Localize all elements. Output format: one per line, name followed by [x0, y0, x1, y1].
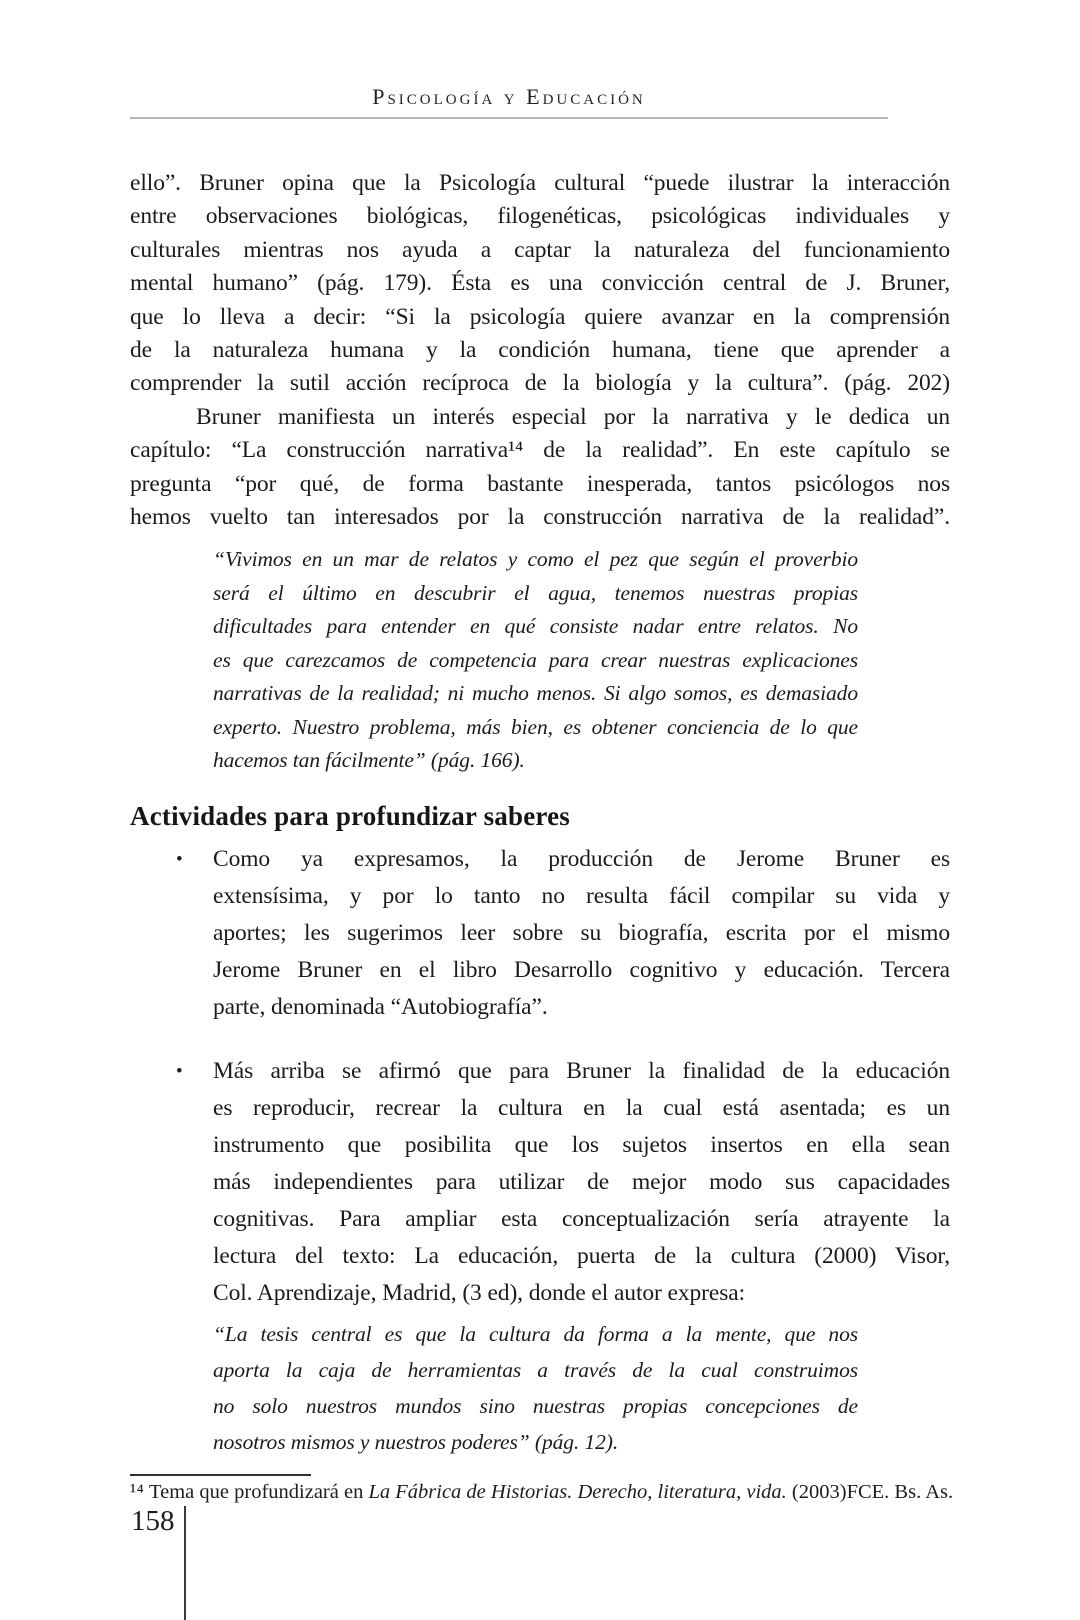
footnote-suffix: (2003)FCE. Bs. As. — [786, 1481, 954, 1503]
text-line: más independientes para utilizar de mejor modo sus capacidades — [213, 1169, 950, 1196]
text-line: es reproducir, recrear la cultura en la cual está asentada; es un — [213, 1095, 950, 1122]
footnote-marker: ¹⁴ — [130, 1481, 145, 1503]
text-line: experto. Nuestro problema, más bien, es obtener conciencia de lo que — [213, 714, 858, 739]
text-line: lectura del texto: La educación, puerta de la cultura (2000) Visor, — [213, 1243, 950, 1270]
footnote-text: Tema que profundizará en — [144, 1481, 369, 1503]
text-line: narrativas de la realidad; ni mucho menos. Si algo somos, es demasiado — [213, 681, 858, 706]
text-line: pregunta “por qué, de forma bastante inesperada, tantos psicólogos nos — [130, 470, 950, 497]
bullet-item-1 — [130, 841, 950, 1026]
text-line: hemos vuelto tan interesados por la construcción narrativa de la realidad”. — [130, 504, 950, 531]
text-line: que lo lleva a decir: “Si la psicología quiere avanzar en la comprensión — [130, 303, 950, 330]
text-line: Más arriba se afirmó que para Bruner la finalidad de la educación — [213, 1058, 950, 1085]
blockquote-vivimos — [213, 543, 858, 777]
text-column — [130, 0, 950, 1460]
bullet-2-text — [213, 1053, 950, 1312]
text-line: capítulo: “La construcción narrativa¹⁴ de la realidad”. En este capítulo se — [130, 437, 950, 464]
folio-divider-line — [184, 1506, 186, 1620]
page-number: 158 — [131, 1505, 175, 1537]
text-line: mental humano” (pág. 179). Ésta es una convicción central de J. Bruner, — [130, 270, 950, 297]
text-line: “La tesis central es que la cultura da forma a la mente, que nos — [213, 1322, 858, 1347]
text-line: culturales mientras nos ayuda a captar la naturaleza del funcionamiento — [130, 236, 950, 263]
bullet-item-2 — [130, 1053, 950, 1460]
text-line: parte, denominada “Autobiografía”. — [213, 994, 548, 1021]
text-line: no solo nuestros mundos sino nuestras propias concepciones de — [213, 1394, 858, 1419]
text-line: cognitivas. Para ampliar esta conceptualización sería atrayente la — [213, 1206, 950, 1233]
footnote-italic-title: La Fábrica de Historias. Derecho, literatura, vida. — [368, 1481, 787, 1503]
text-line: es que carezcamos de competencia para crear nuestras explicaciones — [213, 647, 858, 672]
text-line: Jerome Bruner en el libro Desarrollo cognitivo y educación. Tercera — [213, 957, 950, 984]
bullet-2-content — [213, 1053, 950, 1460]
running-header — [130, 84, 888, 119]
text-line: entre observaciones biológicas, filogenéticas, psicológicas individuales y — [130, 203, 950, 230]
text-line: aporta la caja de herramientas a través de la cual construimos — [213, 1358, 858, 1383]
paragraph-bruner-cultural — [130, 167, 950, 401]
header-rule — [130, 117, 888, 119]
text-line: nosotros mismos y nuestros poderes” (pág. 12). — [213, 1430, 619, 1455]
text-line: será el último en descubrir el agua, tenemos nuestras propias — [213, 580, 858, 605]
running-header-title: Psicología y Educación — [372, 84, 646, 109]
footnote-rule — [130, 1474, 311, 1476]
text-line: dificultades para entender en qué consiste nadar entre relatos. No — [213, 614, 858, 639]
text-line: extensísima, y por lo tanto no resulta fácil compilar su vida y — [213, 883, 950, 910]
text-line: hacemos tan fácilmente” (pág. 166). — [213, 747, 525, 772]
text-line: ello”. Bruner opina que la Psicología cultural “puede ilustrar la interacción — [130, 170, 950, 196]
paragraph-narrative-interest — [130, 401, 950, 535]
bullet-marker: • — [176, 1061, 183, 1083]
text-line: Como ya expresamos, la producción de Jerome Bruner es — [213, 846, 950, 873]
bullet-1-text — [213, 841, 950, 1026]
section-heading: Actividades para profundizar saberes — [130, 801, 570, 832]
text-line: “Vivimos en un mar de relatos y como el pez que según el proverbio — [213, 547, 858, 572]
bullet-marker: • — [176, 849, 183, 871]
text-line: de la naturaleza humana y la condición humana, tiene que aprender a — [130, 337, 950, 364]
text-line: aportes; les sugerimos leer sobre su biografía, escrita por el mismo — [213, 920, 950, 947]
text-line: comprender la sutil acción recíproca de la biología y la cultura”. (pág. 202) — [130, 370, 950, 397]
text-line: Col. Aprendizaje, Madrid, (3 ed), donde el autor expresa: — [213, 1280, 746, 1307]
text-line: instrumento que posibilita que los sujetos insertos en ella sean — [213, 1132, 950, 1159]
footnote — [130, 1481, 970, 1504]
blockquote-la-tesis — [213, 1316, 858, 1460]
text-line: Bruner manifiesta un interés especial por la narrativa y le dedica un — [196, 403, 950, 430]
